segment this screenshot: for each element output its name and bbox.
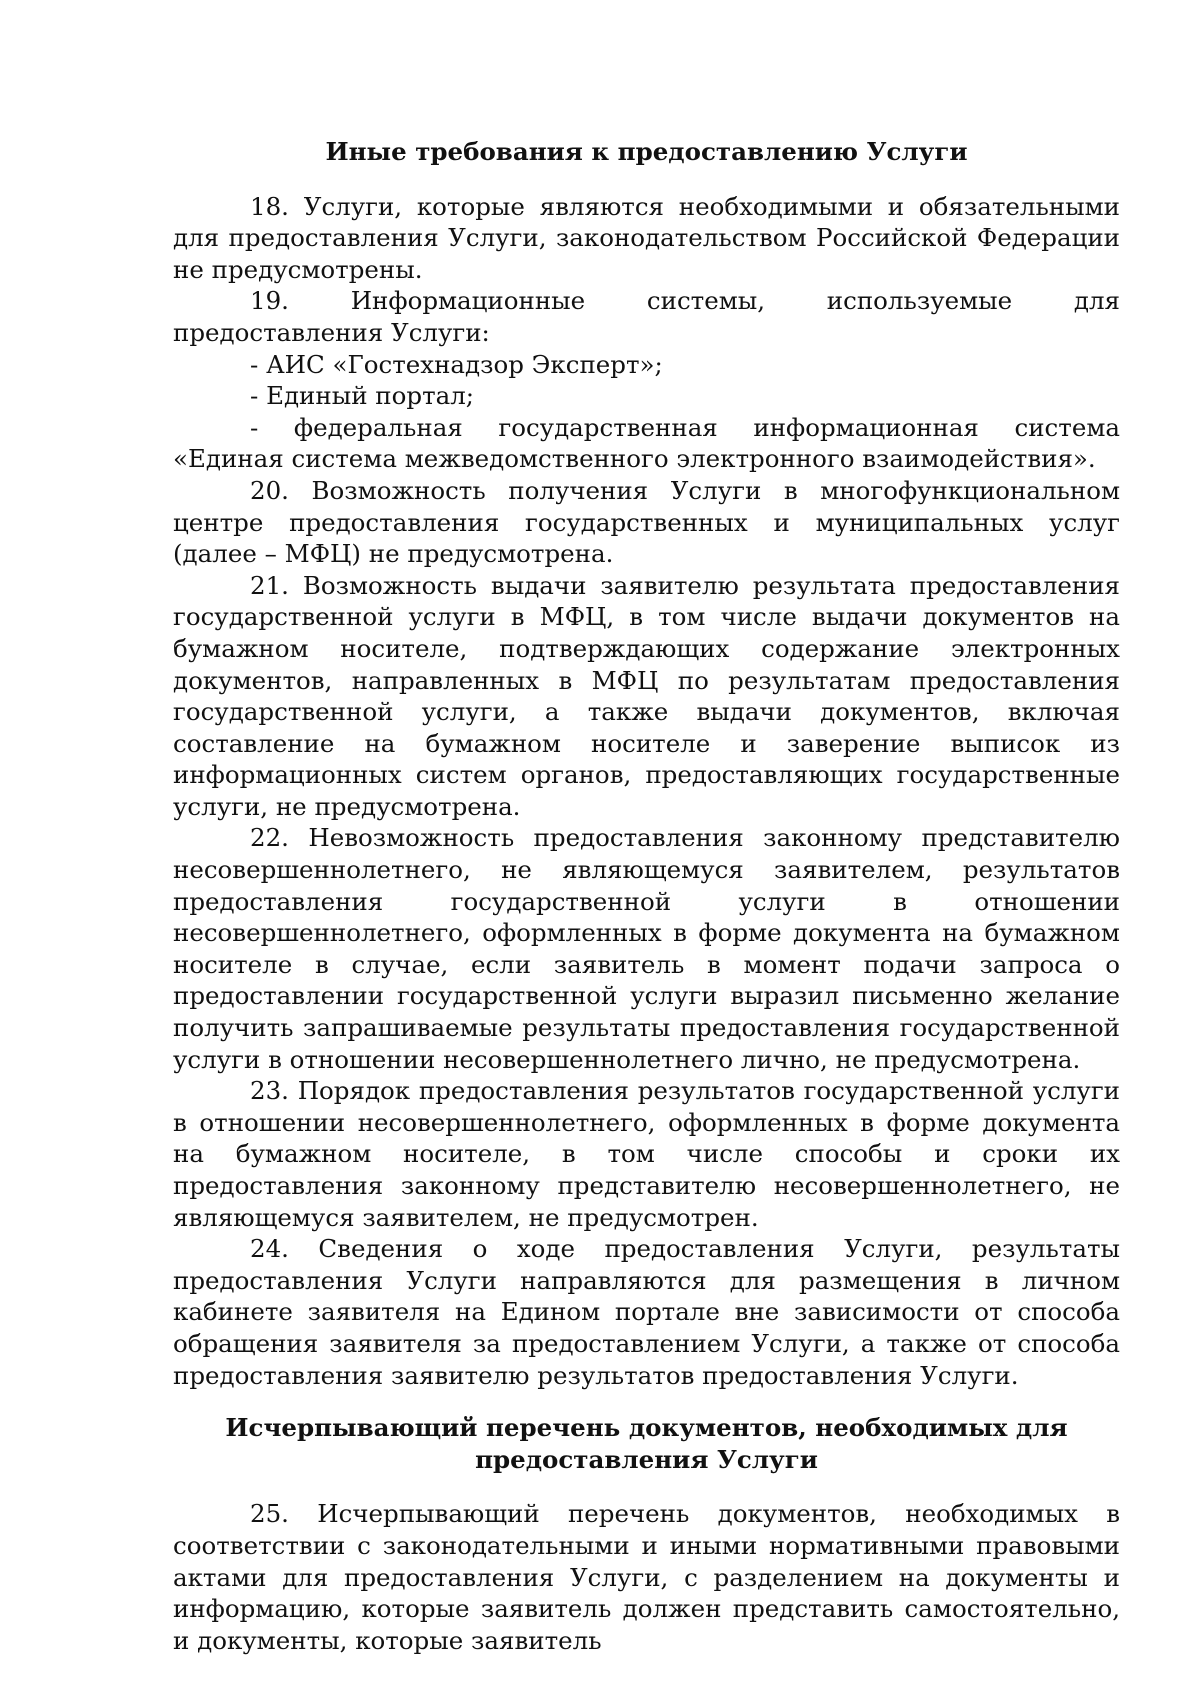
- paragraph-20: 20. Возможность получения Услуги в многофункциональном центре предоставления государственных и муниципальных услуг (далее – МФЦ) не предусмотрена.: [173, 475, 1120, 569]
- paragraph-23: 23. Порядок предоставления результатов государственной услуги в отношении несовершеннолетнего, оформленных в форме документа на бумажном носителе, в том числе способы и сроки их предоставления законному представителю несовершеннолетнего, не являющемуся заявителем, не предусмотрен.: [173, 1076, 1120, 1232]
- paragraph-24: 24. Сведения о ходе предоставления Услуги, результаты предоставления Услуги направляются для размещения в личном кабинете заявителя на Едином портале вне зависимости от способа обращения заявителя за предоставлением Услуги, а также от способа предоставления заявителю результатов предоставления Услуги.: [173, 1234, 1120, 1390]
- section-heading-documents-list: Исчерпывающий перечень документов, необходимых для предоставления Услуги: [225, 1413, 1068, 1474]
- document-page: [173, 136, 1120, 1656]
- paragraph-25: 25. Исчерпывающий перечень документов, необходимых в соответствии с законодательными и иными нормативными правовыми актами для предоставления Услуги, с разделением на документы и информацию, которые заявитель должен представить самостоятельно, и документы, которые заявитель: [173, 1499, 1120, 1655]
- paragraph-21: 21. Возможность выдачи заявителю результата предоставления государственной услуги в МФЦ, в том числе выдачи документов на бумажном носителе, подтверждающих содержание электронных документов, направленных в МФЦ по результатам предоставления государственной услуги, а также выдачи документов, включая составление на бумажном носителе и заверение выписок из информационных систем органов, предоставляющих государственные услуги, не предусмотрена.: [173, 570, 1120, 821]
- section-heading-other-requirements: Иные требования к предоставлению Услуги: [325, 137, 968, 166]
- paragraph-18: 18. Услуги, которые являются необходимыми и обязательными для предоставления Услуги, законодательством Российской Федерации не предусмотрены.: [173, 191, 1120, 284]
- paragraph-22: 22. Невозможность предоставления законному представителю несовершеннолетнего, не являющемуся заявителем, результатов предоставления государственной услуги в отношении несовершеннолетнего, оформленных в форме документа на бумажном носителе в случае, если заявитель в момент подачи запроса о предоставлении государственной услуги выразил письменно желание получить запрашиваемые результаты предоставления государственной услуги в отношении несовершеннолетнего лично, не предусмотрена.: [173, 823, 1120, 1074]
- list-item-smev: - федеральная государственная информационная система «Единая система межведомственного электронного взаимодействия».: [173, 412, 1120, 474]
- list-item-ais: - АИС «Гостехнадзор Эксперт»;: [250, 349, 663, 379]
- list-item-unified-portal: - Единый портал;: [250, 381, 475, 411]
- paragraph-19: 19. Информационные системы, используемые для предоставления Услуги:: [173, 286, 1120, 347]
